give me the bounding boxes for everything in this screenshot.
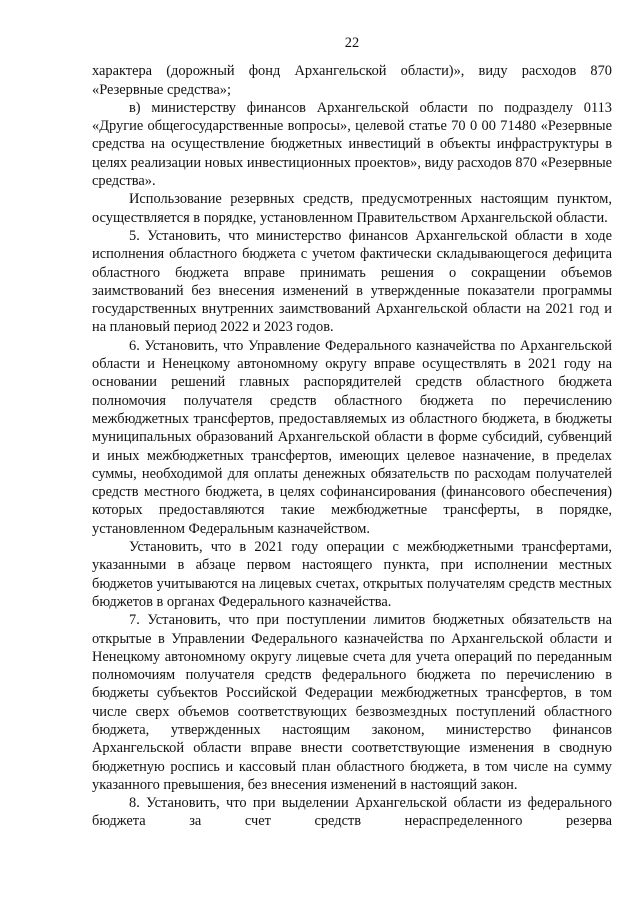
document-body [92,62,612,830]
paragraph: в) министерству финансов Архангельской области по подразделу 0113 «Другие общегосударственные вопросы», целевой статье 70 0 00 71480 «Резервные средства на осуществление бюджетных инвестиций в объекты инфраструктуры в целях реализации новых инвестиционных проектов», виду расходов 870 «Резервные средства». [92,99,612,190]
document-page [92,34,612,831]
page-number: 22 [344,35,360,51]
paragraph: 6. Установить, что Управление Федерального казначейства по Архангельской области и Ненецкому автономному округу вправе осуществлять в 2021 году на основании решений главных распорядителей средств областного бюджета полномочия получателя средств областного бюджета по перечислению межбюджетных трансфертов, предоставляемых из областного бюджета, в бюджеты муниципальных образований Архангельской области в форме субсидий, субвенций и иных межбюджетных трансфертов, имеющих целевое назначение, в пределах суммы, необходимой для оплаты денежных обязательств по расходам получателей средств местного бюджета, в целях софинансирования (финансового обеспечения) которых предоставляются такие межбюджетные трансферты, в порядке, установленном Федеральным казначейством. [92,337,612,537]
paragraph: характера (дорожный фонд Архангельской области)», виду расходов 870 «Резервные средства»; [92,63,612,98]
paragraph: 5. Установить, что министерство финансов Архангельской области в ходе исполнения областного бюджета с учетом фактически складывающегося дефицита областного бюджета вправе принимать решения о сокращении объемов заимствований без внесения изменений в утвержденные показатели программы государственных внутренних заимствований Архангельской области на 2021 год и на плановый период 2022 и 2023 годов. [92,227,612,336]
paragraph: 8. Установить, что при выделении Архангельской области из федерального бюджета за счет средств нераспределенного резерва [92,795,612,830]
paragraph: 7. Установить, что при поступлении лимитов бюджетных обязательств на открытые в Управлении Федерального казначейства по Архангельской области и Ненецкому автономному округу лицевые счета для учета операций по переданным полномочиям получателя средств федерального бюджета по перечислению в бюджеты субъектов Российской Федерации межбюджетных трансфертов, в том числе сверх объемов соответствующих безвозмездных поступлений областного бюджета, утвержденных настоящим законом, министерство финансов Архангельской области вправе внести соответствующие изменения в сводную бюджетную роспись и кассовый план областного бюджета, в том числе на сумму указанного превышения, без внесения изменений в настоящий закон. [92,612,612,793]
paragraph: Использование резервных средств, предусмотренных настоящим пунктом, осуществляется в порядке, установленном Правительством Архангельской области. [92,191,612,226]
paragraph: Установить, что в 2021 году операции с межбюджетными трансфертами, указанными в абзаце первом настоящего пункта, при исполнении местных бюджетов учитываются на лицевых счетах, открытых получателям средств местных бюджетов в органах Федерального казначейства. [92,539,612,610]
